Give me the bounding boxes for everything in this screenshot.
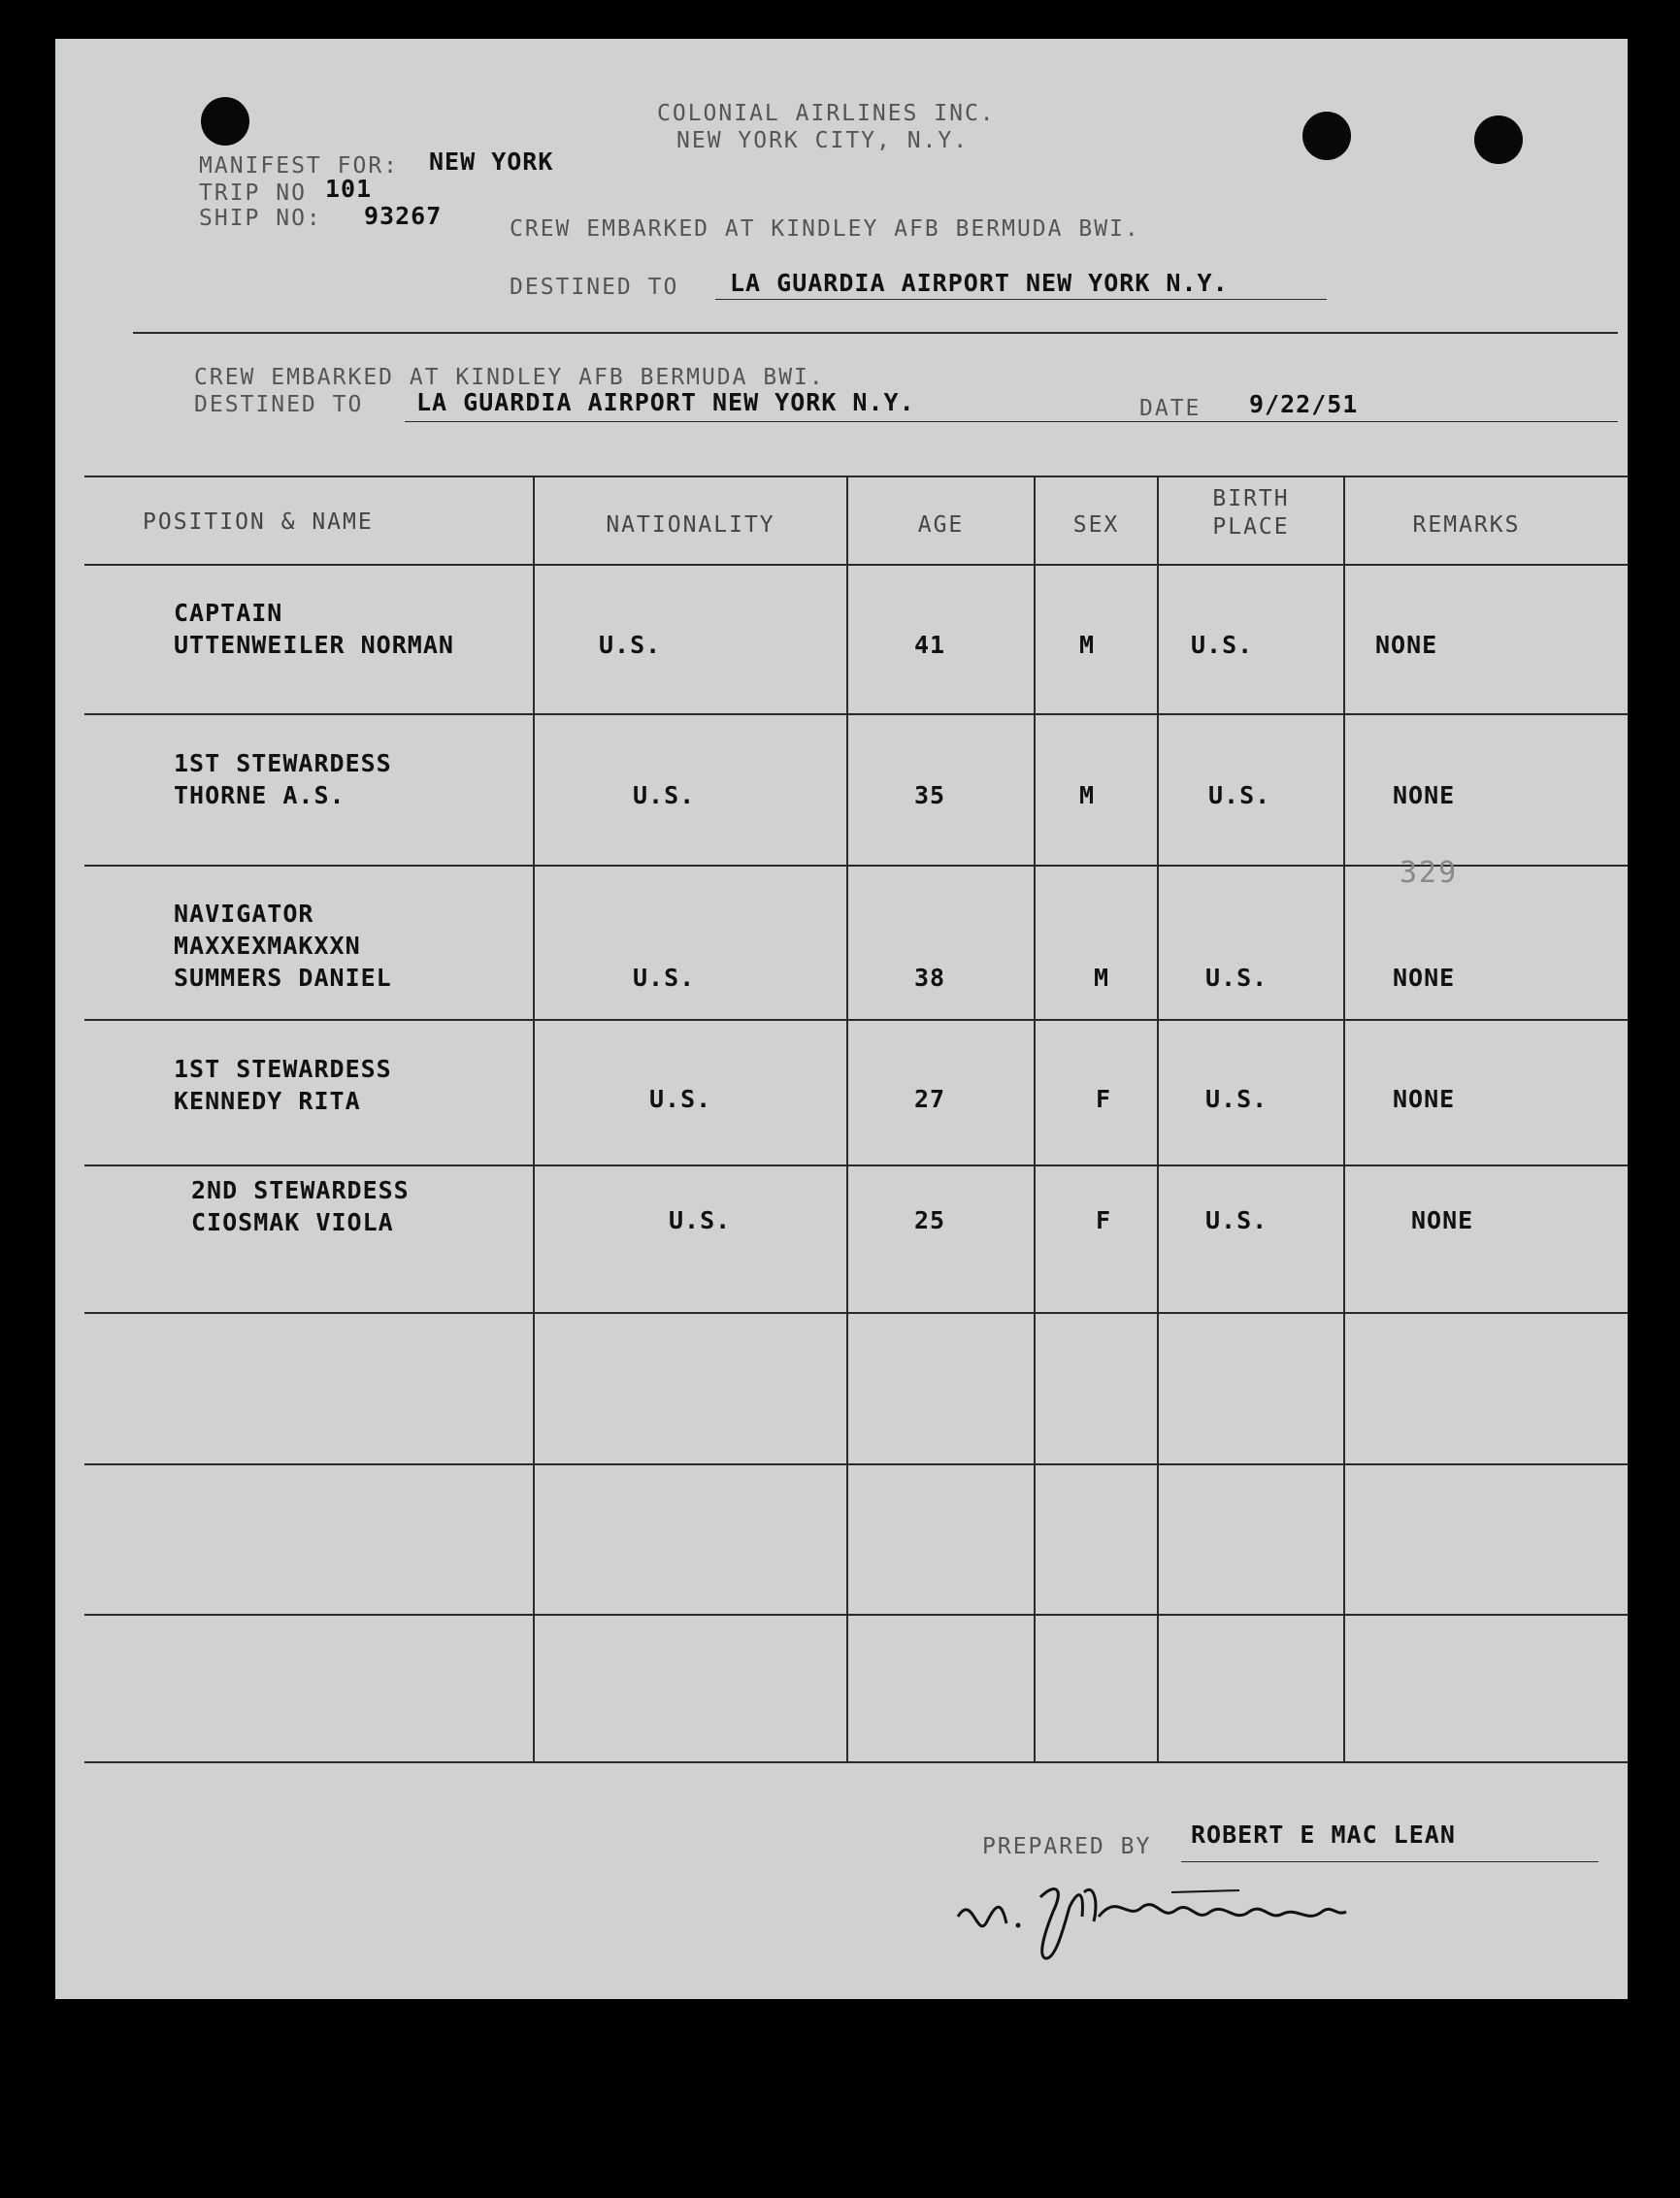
- cell-birth-place: U.S.: [1208, 781, 1271, 809]
- cell-remarks: NONE: [1411, 1206, 1474, 1234]
- cell-position-name: NAVIGATOR MAXXEXMAKXXN SUMMERS DANIEL: [174, 900, 392, 992]
- header-birth-place: BIRTH PLACE: [1212, 486, 1290, 540]
- header-position: POSITION & NAME: [143, 509, 374, 535]
- cell-sex: F: [1096, 1206, 1112, 1234]
- destined-underline: [715, 299, 1327, 300]
- prepared-by-label: PREPARED BY: [982, 1834, 1152, 1859]
- page-number: 329: [1400, 856, 1459, 890]
- cell-sex: M: [1094, 964, 1110, 992]
- cell-remarks: NONE: [1375, 631, 1438, 659]
- section-divider: [133, 332, 1618, 334]
- cell-remarks: NONE: [1393, 781, 1456, 809]
- cell-age: 35: [914, 781, 946, 809]
- punch-hole: [1302, 112, 1351, 160]
- header-nationality: NATIONALITY: [606, 512, 775, 538]
- manifest-sheet: [55, 39, 1628, 1999]
- cell-age: 27: [914, 1085, 946, 1113]
- trip-value: 101: [325, 175, 373, 203]
- cell-nationality: U.S.: [633, 781, 696, 809]
- manifest-for-value: NEW YORK: [429, 148, 554, 176]
- destined-label: DESTINED TO: [510, 275, 679, 300]
- ship-value: 93267: [364, 202, 443, 230]
- cell-position-name: 2ND STEWARDESS CIOSMAK VIOLA: [191, 1176, 410, 1236]
- date-value: 9/22/51: [1249, 390, 1359, 418]
- prepared-by-value: ROBERT E MAC LEAN: [1191, 1821, 1456, 1849]
- crew-destined-value: LA GUARDIA AIRPORT NEW YORK N.Y.: [416, 388, 915, 416]
- header-remarks: REMARKS: [1412, 512, 1521, 538]
- ship-label: SHIP NO:: [199, 206, 322, 231]
- manifest-for-label: MANIFEST FOR:: [199, 153, 400, 179]
- crew-destined-label: DESTINED TO: [194, 392, 364, 417]
- cell-nationality: U.S.: [599, 631, 662, 659]
- cell-sex: M: [1079, 781, 1096, 809]
- header-sex: SEX: [1072, 512, 1120, 538]
- cell-age: 25: [914, 1206, 946, 1234]
- punch-hole: [1474, 115, 1523, 164]
- cell-position-name: 1ST STEWARDESS KENNEDY RITA: [174, 1055, 392, 1115]
- cell-sex: F: [1096, 1085, 1112, 1113]
- cell-age: 38: [914, 964, 946, 992]
- punch-hole: [201, 97, 249, 146]
- cell-nationality: U.S.: [633, 964, 696, 992]
- cell-birth-place: U.S.: [1191, 631, 1254, 659]
- cell-birth-place: U.S.: [1205, 1085, 1268, 1113]
- cell-sex: M: [1079, 631, 1096, 659]
- header-age: AGE: [917, 512, 965, 538]
- crew-embarked-text: CREW EMBARKED AT KINDLEY AFB BERMUDA BWI.: [194, 365, 825, 390]
- company-city: NEW YORK CITY, N.Y.: [676, 128, 970, 153]
- date-label: DATE: [1139, 396, 1202, 421]
- cell-nationality: U.S.: [669, 1206, 732, 1234]
- cell-nationality: U.S.: [649, 1085, 712, 1113]
- cell-birth-place: U.S.: [1205, 964, 1268, 992]
- cell-position-name: 1ST STEWARDESS THORNE A.S.: [174, 749, 392, 809]
- prepared-underline: [1181, 1861, 1598, 1862]
- crew-underline: [405, 421, 1618, 422]
- destined-value: LA GUARDIA AIRPORT NEW YORK N.Y.: [730, 269, 1229, 297]
- signature: [948, 1863, 1453, 1970]
- cell-remarks: NONE: [1393, 1085, 1456, 1113]
- trip-label: TRIP NO: [199, 180, 307, 206]
- cell-position-name: CAPTAIN UTTENWEILER NORMAN: [174, 599, 454, 659]
- company-name: COLONIAL AIRLINES INC.: [657, 101, 996, 126]
- cell-remarks: NONE: [1393, 964, 1456, 992]
- embarked-text: CREW EMBARKED AT KINDLEY AFB BERMUDA BWI.: [510, 216, 1140, 242]
- cell-age: 41: [914, 631, 946, 659]
- cell-birth-place: U.S.: [1205, 1206, 1268, 1234]
